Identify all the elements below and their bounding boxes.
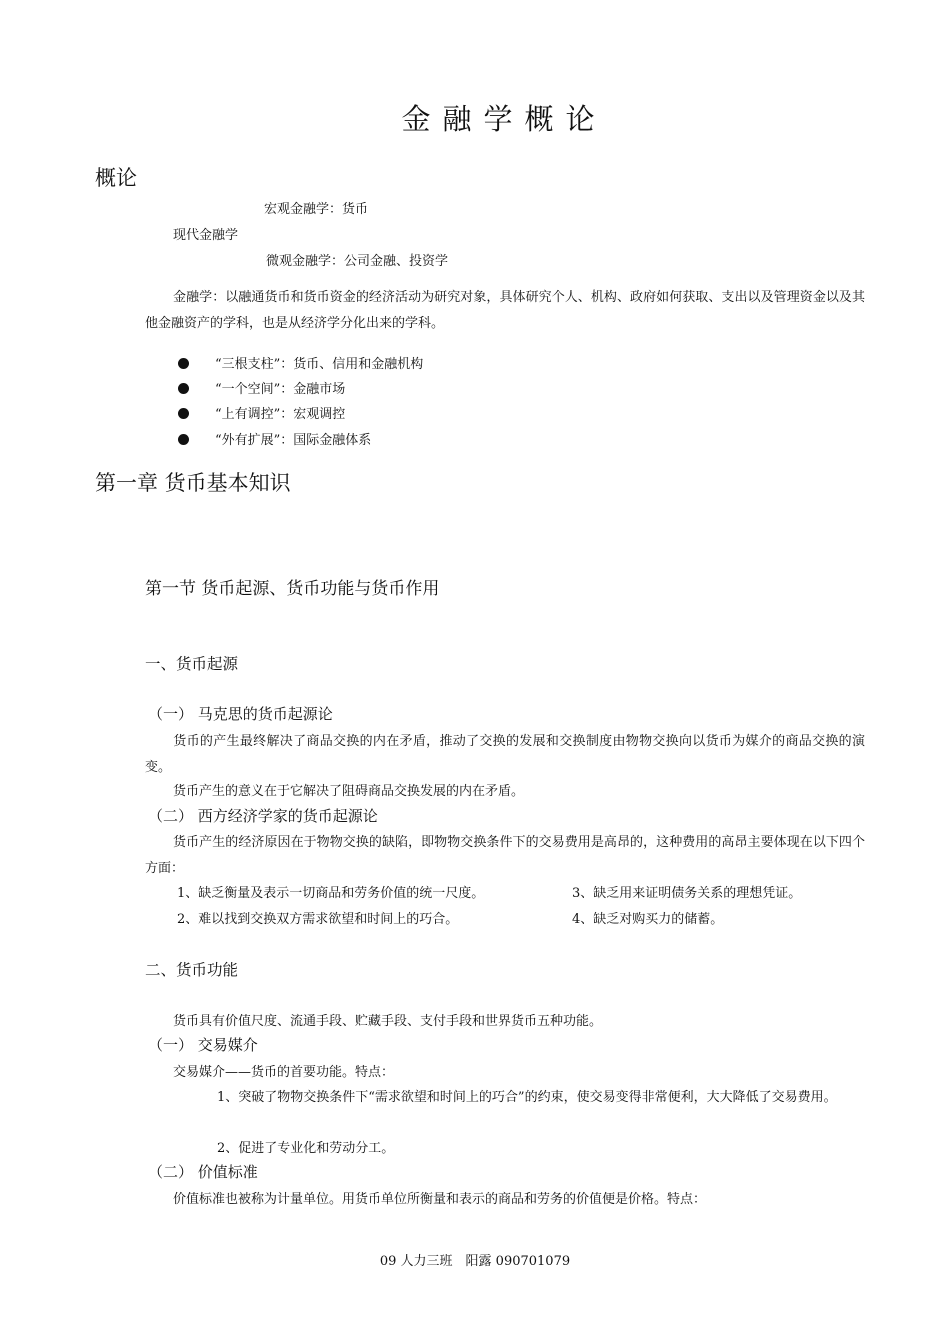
western-item-2: 2、难以找到交换双方需求欲望和时间上的巧合。: [177, 912, 459, 927]
document-title: 金融学概论: [401, 102, 607, 136]
chapter1-heading: 第一章 货币基本知识: [95, 471, 291, 495]
macro-finance-line: 宏观金融学：货币: [264, 202, 369, 217]
origin-heading: 一、货币起源: [145, 655, 239, 673]
standard-heading: （二） 价值标准: [148, 1163, 258, 1181]
bullet-item: “一个空间”：金融市场: [178, 378, 345, 397]
western-theory-heading: （二） 西方经济学家的货币起源论: [148, 807, 378, 825]
western-item-3: 3、缺乏用来证明债务关系的理想凭证。: [572, 886, 802, 901]
standard-paragraph: 价值标准也被称为计量单位。用货币单位所衡量和表示的商品和劳务的价值便是价格。特点：: [173, 1192, 707, 1207]
marx-theory-heading: （一） 马克思的货币起源论: [148, 705, 333, 723]
western-item-1: 1、缺乏衡量及表示一切商品和劳务价值的统一尺度。: [177, 886, 485, 901]
bullet-icon: [178, 383, 189, 394]
western-item-4: 4、缺乏对购买力的储蓄。: [572, 912, 724, 927]
medium-item-1: 1、突破了物物交换条件下“需求欲望和时间上的巧合”的约束，使交易变得非常便利，大大降低了交易费用。: [217, 1090, 837, 1105]
modern-finance-label: 现代金融学: [173, 228, 239, 243]
micro-finance-line: 微观金融学：公司金融、投资学: [266, 254, 449, 269]
page-footer: 09 人力三班 阳露 090701079: [379, 1254, 571, 1269]
bullet-item: “外有扩展”：国际金融体系: [178, 429, 371, 448]
functions-heading: 二、货币功能: [145, 961, 239, 979]
section1-heading: 第一节 货币起源、货币功能与货币作用: [145, 579, 440, 599]
medium-heading: （一） 交易媒介: [148, 1036, 258, 1054]
bullet-item: “三根支柱”：货币、信用和金融机构: [178, 353, 423, 372]
medium-item-2: 2、促进了专业化和劳动分工。: [217, 1141, 395, 1156]
finance-definition: 金融学：以融通货币和货币资金的经济活动为研究对象，具体研究个人、机构、政府如何获取、支出以及管理资金以及其他金融资产的学科，也是从经济学分化出来的学科。: [145, 290, 865, 331]
intro-heading: 概论: [95, 166, 137, 190]
bullet-icon: [178, 434, 189, 445]
medium-paragraph: 交易媒介——货币的首要功能。特点：: [173, 1065, 395, 1080]
marx-paragraph-1: 货币的产生最终解决了商品交换的内在矛盾，推动了交换的发展和交换制度由物物交换向以货币为媒介的商品交换的演变。: [145, 734, 865, 775]
bullet-item: “上有调控”：宏观调控: [178, 403, 345, 422]
functions-intro: 货币具有价值尺度、流通手段、贮藏手段、支付手段和世界货币五种功能。: [173, 1014, 603, 1029]
bullet-icon: [178, 408, 189, 419]
western-paragraph: 货币产生的经济原因在于物物交换的缺陷，即物物交换条件下的交易费用是高昂的，这种费用的高昂主要体现在以下四个方面：: [145, 835, 865, 876]
bullet-icon: [178, 358, 189, 369]
marx-paragraph-2: 货币产生的意义在于它解决了阻碍商品交换发展的内在矛盾。: [173, 784, 525, 799]
